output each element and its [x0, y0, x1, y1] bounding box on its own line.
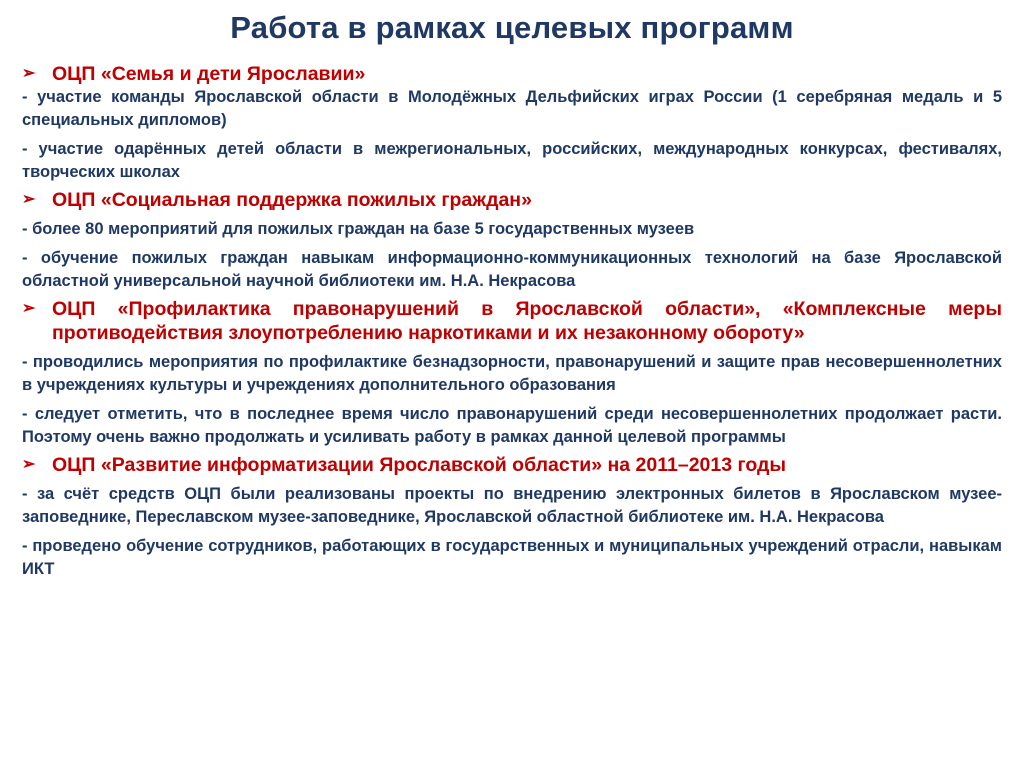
section-heading-crime-prevention	[22, 297, 1002, 345]
section-item: - более 80 мероприятий для пожилых граждан на базе 5 государственных музеев	[22, 220, 695, 238]
section-heading-family-children	[22, 62, 1002, 86]
slide-content	[22, 62, 1002, 581]
slide-title: Работа в рамках целевых программ	[230, 10, 794, 45]
section-heading-informatization	[22, 453, 1002, 477]
arrow-bullet-icon: ➢	[22, 300, 36, 317]
arrow-bullet-icon: ➢	[22, 65, 36, 82]
section-heading-text: ОЦП «Семья и дети Ярославии»	[52, 63, 366, 85]
section-heading-text: ОЦП «Развитие информатизации Ярославской области» на 2011–2013 годы	[52, 454, 787, 476]
section-item: - проводились мероприятия по профилактике безнадзорности, правонарушений и защите прав несовершеннолетних в учреждениях культуры и учреждениях дополнительного образования	[22, 353, 1002, 394]
section-item: - следует отметить, что в последнее время число правонарушений среди несовершеннолетних продолжает расти. Поэтому очень важно продолжать и усиливать работу в рамках данной целевой программы	[22, 405, 1002, 446]
arrow-bullet-icon: ➢	[22, 191, 36, 208]
section-item: - за счёт средств ОЦП были реализованы проекты по внедрению электронных билетов в Ярославском музее-заповеднике, Переславском музее-заповеднике, Ярославской областной библиотеке им. Н.А. Некрасова	[22, 485, 1002, 526]
section-item: - обучение пожилых граждан навыкам информационно-коммуникационных технологий на базе Ярославской областной универсальной научной библиотеки им. Н.А. Некрасова	[22, 249, 1002, 290]
section-item: - проведено обучение сотрудников, работающих в государственных и муниципальных учреждений отрасли, навыкам ИКТ	[22, 537, 1002, 578]
section-heading-text: ОЦП «Социальная поддержка пожилых граждан»	[52, 189, 532, 211]
arrow-bullet-icon: ➢	[22, 456, 36, 473]
section-heading-elderly-support	[22, 188, 1002, 212]
section-item: - участие одарённых детей области в межрегиональных, российских, международных конкурсах, фестивалях, творческих школах	[22, 140, 1002, 181]
section-item: - участие команды Ярославской области в Молодёжных Дельфийских играх России (1 серебряная медаль и 5 специальных дипломов)	[22, 88, 1002, 129]
section-heading-text: ОЦП «Профилактика правонарушений в Ярославской области», «Комплексные меры противодействия злоупотреблению наркотиками и их незаконному обороту»	[52, 298, 1002, 344]
